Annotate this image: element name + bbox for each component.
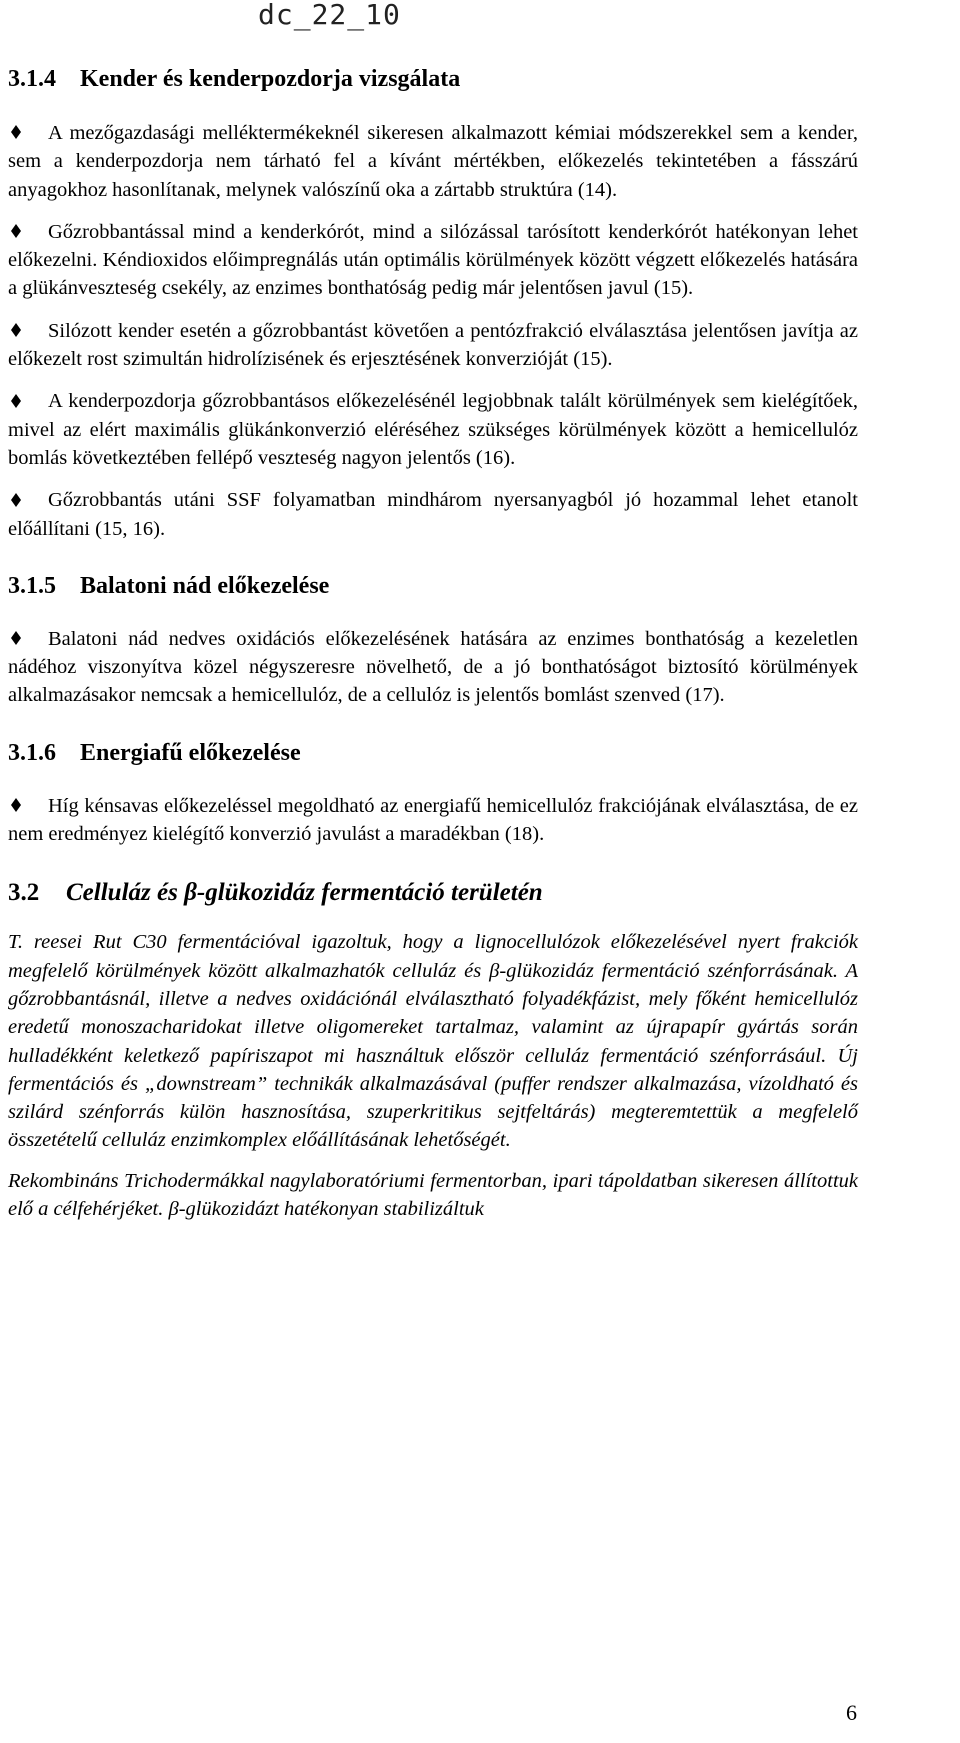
section-title: Balatoni nád előkezelése (80, 572, 330, 599)
section-number: 3.1.4 (8, 66, 56, 92)
diamond-bullet-icon (9, 125, 23, 139)
bullet-item (8, 625, 858, 710)
section-heading-3-1-4 (8, 64, 858, 94)
diamond-bullet-icon (9, 493, 23, 507)
bullet-text: Balatoni nád nedves oxidációs előkezelésének hatására az enzimes bonthatóság a kezeletlen nádéhoz viszonyítva közel négyszeresre növelhető, de a jó bonthatóságot biztosító körülmények alkalmazásakor nemcsak a hemicellulóz, de a cellulóz is jelentős bomlást szenved (17). (8, 627, 858, 707)
section-title: Kender és kenderpozdorja vizsgálata (80, 66, 461, 92)
bullet-text: Silózott kender esetén a gőzrobbantást követően a pentózfrakció elválasztása jelentősen javítja az előkezelt rost szimultán hidrolízisének és erjesztésének konverzióját (15). (8, 319, 858, 371)
bullet-item (8, 317, 858, 374)
section-heading-3-2 (8, 878, 858, 908)
diamond-bullet-icon (9, 323, 23, 337)
document-content (8, 58, 858, 1223)
diamond-bullet-icon (9, 394, 23, 408)
bullet-item (8, 218, 858, 303)
body-paragraph: T. reesei Rut C30 fermentációval igazoltuk, hogy a lignocellulózok előkezelésével nyert frakciók megfelelő körülmények között alkalmazhatók celluláz és β-glükozidáz fermentáció szénforrásának. A gőzrobbantásnál, illetve a nedves oxidációnál elválasztható folyadékfázist, mely főként hemicellulóz eredetű monoszacharidokat illetve oligomereket tartalmaz, valamint az újrapapír gyártás során hulladékként keletkező papíriszapot mi használtuk először celluláz fermentáció szénforrásául. Új fermentációs és „downstream” technikák alkalmazásával (puffer rendszer alkalmazása, vízoldható és szilárd szénforrás külön hasznosítása, szuperkritikus sejtfeltárás) megteremtettük a megfelelő összetételű celluláz enzimkomplex előállításának lehetőségét. (8, 931, 858, 1152)
diamond-bullet-icon (9, 224, 23, 238)
section-title: Energiafű előkezelése (80, 739, 301, 766)
bullet-text: A kenderpozdorja gőzrobbantásos előkezelésénél legjobbnak talált körülmények sem kielégítőek, mivel az elért maximális glükánkonverzió eléréséhez szükséges körülmények között a hemicellulóz bomlás következtében fellépő veszteség nagyon jelentős (16). (8, 390, 858, 469)
bullet-text: Híg kénsavas előkezeléssel megoldható az energiafű hemicellulóz frakciójának elválasztása, de ez nem eredményez kielégítő konverzió javulást a maradékban (18). (8, 794, 858, 846)
section-title: Celluláz és β-glükozidáz fermentáció területén (66, 879, 543, 907)
section-heading-3-1-5 (8, 571, 858, 601)
page-number: 6 (846, 1700, 857, 1725)
bullet-text: Gőzrobbantás utáni SSF folyamatban mindhárom nyersanyagból jó hozammal lehet etanolt előállítani (15, 16). (8, 489, 858, 540)
bullet-item (8, 792, 858, 849)
bullet-item (8, 486, 858, 543)
diamond-bullet-icon (9, 631, 23, 645)
diamond-bullet-icon (9, 798, 23, 812)
section-number: 3.1.6 (8, 739, 56, 766)
bullet-text: Gőzrobbantással mind a kenderkórót, mind a silózással tarósított kenderkórót hatékonyan lehet előkezelni. Kéndioxidos előimpregnálás után optimális körülmények között végzett előkezelés hatására a glükánveszteség csekély, az enzimes bonthatóság pedig már jelentősen javul (15). (8, 220, 858, 300)
section-number: 3.2 (8, 879, 40, 907)
bullet-item (8, 387, 858, 472)
bullet-text: A mezőgazdasági melléktermékeknél sikeresen alkalmazott kémiai módszerekkel sem a kender, sem a kenderpozdorja nem tárható fel a kívánt mértékben, előkezelés tekintetében a fásszárú anyagokhoz hasonlítanak, melynek valószínű oka a zártabb struktúra (14). (8, 122, 858, 201)
section-number: 3.1.5 (8, 572, 56, 599)
section-heading-3-1-6 (8, 738, 858, 768)
bullet-item (8, 119, 858, 204)
body-paragraph: Rekombináns Trichodermákkal nagylaboratóriumi fermentorban, ipari tápoldatban sikeresen állítottuk elő a célfehérjéket. β-glükozidázt hatékonyan stabilizáltuk (8, 1169, 858, 1221)
document-code-header: dc_22_10 (258, 0, 401, 31)
